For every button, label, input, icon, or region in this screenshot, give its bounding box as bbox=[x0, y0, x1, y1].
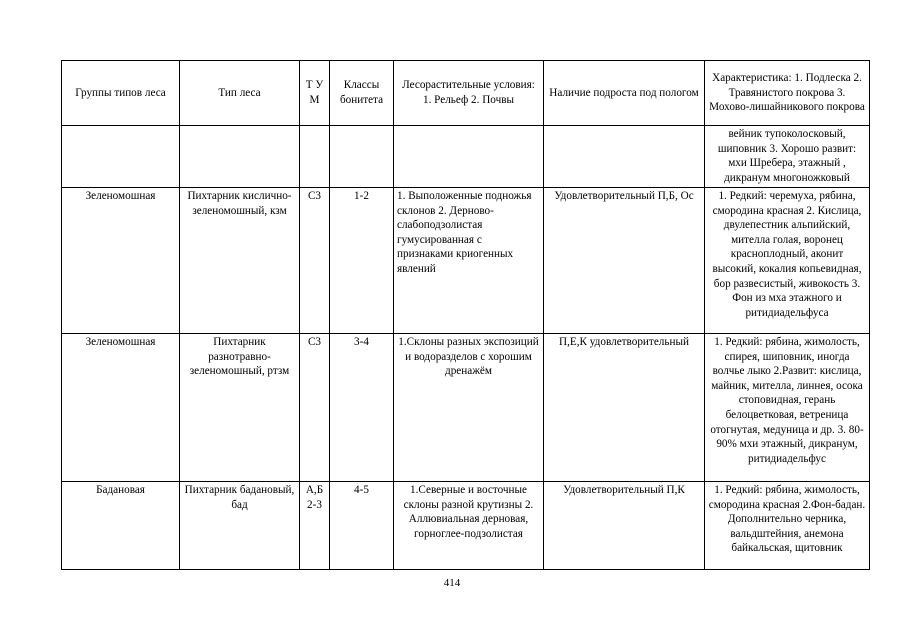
group-cell: Зеленомошная bbox=[62, 188, 180, 334]
bonitet-cell: 1-2 bbox=[330, 188, 394, 334]
header-forest-group: Группы типов леса bbox=[62, 61, 180, 126]
header-undergrowth: Наличие подроста под пологом bbox=[544, 61, 705, 126]
type-cell: Пихтарник разнотравно-зеленомошный, ртзм bbox=[180, 334, 300, 482]
bonitet-cell: 3-4 bbox=[330, 334, 394, 482]
empty-cell bbox=[180, 126, 300, 188]
tum-cell: С3 bbox=[300, 334, 330, 482]
group-cell: Зеленомошная bbox=[62, 334, 180, 482]
empty-cell bbox=[300, 126, 330, 188]
table-row-continuation bbox=[62, 126, 870, 188]
undergrowth-cell: Удовлетворительный П,К bbox=[544, 482, 705, 570]
conditions-cell: 1. Выположенные подножья склонов 2. Дерново-слабоподзолистая гумусированная с признаками криогенных явлений bbox=[394, 188, 544, 334]
tum-cell: А,Б 2-3 bbox=[300, 482, 330, 570]
table-header-row bbox=[62, 61, 870, 126]
type-cell: Пихтарник кислично-зеленомошный, кзм bbox=[180, 188, 300, 334]
header-characteristic: Характеристика: 1. Подлеска 2. Травянистого покрова 3. Мохово-лишайникового покрова bbox=[705, 61, 870, 126]
characteristic-cell: 1. Редкий: рябина, жимолость, спирея, шиповник, иногда волчье лыко 2.Развит: кислица, майник, мителла, линнея, осока стоповидная, герань белоцветковая, ветреница отогнутая, медуница и др. 3. 80-90% мхи этажный, дикранум, ритидиадельфус bbox=[705, 334, 870, 482]
table-row bbox=[62, 482, 870, 570]
empty-cell bbox=[544, 126, 705, 188]
characteristic-cell: вейник тупоколосковый, шиповник 3. Хорошо развит: мхи Шребера, этажный , дикранум многоножковый bbox=[705, 126, 870, 188]
conditions-cell: 1.Склоны разных экспозиций и водоразделов с хорошим дренажём bbox=[394, 334, 544, 482]
header-conditions: Лесорастительные условия: 1. Рельеф 2. Почвы bbox=[394, 61, 544, 126]
tum-cell: С3 bbox=[300, 188, 330, 334]
forest-types-table bbox=[61, 60, 870, 570]
header-bonitet: Классы бонитета bbox=[330, 61, 394, 126]
header-tum: Т У М bbox=[300, 61, 330, 126]
undergrowth-cell: Удовлетворительный П,Б, Ос bbox=[544, 188, 705, 334]
group-cell: Бадановая bbox=[62, 482, 180, 570]
characteristic-cell: 1. Редкий: рябина, жимолость, смородина красная 2.Фон-бадан. Дополнительно черника, вальдштейния, анемона байкальская, щитовник bbox=[705, 482, 870, 570]
conditions-cell: 1.Северные и восточные склоны разной крутизны 2. Аллювиальная дерновая, горноглее-подзолистая bbox=[394, 482, 544, 570]
characteristic-cell: 1. Редкий: черемуха, рябина, смородина красная 2. Кислица, двулепестник альпийский, мителла голая, воронец красноплодный, аконит высокий, кокалия копьевидная, бор развесистый, живокость 3. Фон из мха этажного и ритидиадельфуса bbox=[705, 188, 870, 334]
table-row bbox=[62, 334, 870, 482]
table-row bbox=[62, 188, 870, 334]
empty-cell bbox=[330, 126, 394, 188]
bonitet-cell: 4-5 bbox=[330, 482, 394, 570]
page-number: 414 bbox=[443, 577, 461, 589]
undergrowth-cell: П,Е,К удовлетворительный bbox=[544, 334, 705, 482]
header-forest-type: Тип леса bbox=[180, 61, 300, 126]
empty-cell bbox=[394, 126, 544, 188]
empty-cell bbox=[62, 126, 180, 188]
type-cell: Пихтарник бадановый, бад bbox=[180, 482, 300, 570]
